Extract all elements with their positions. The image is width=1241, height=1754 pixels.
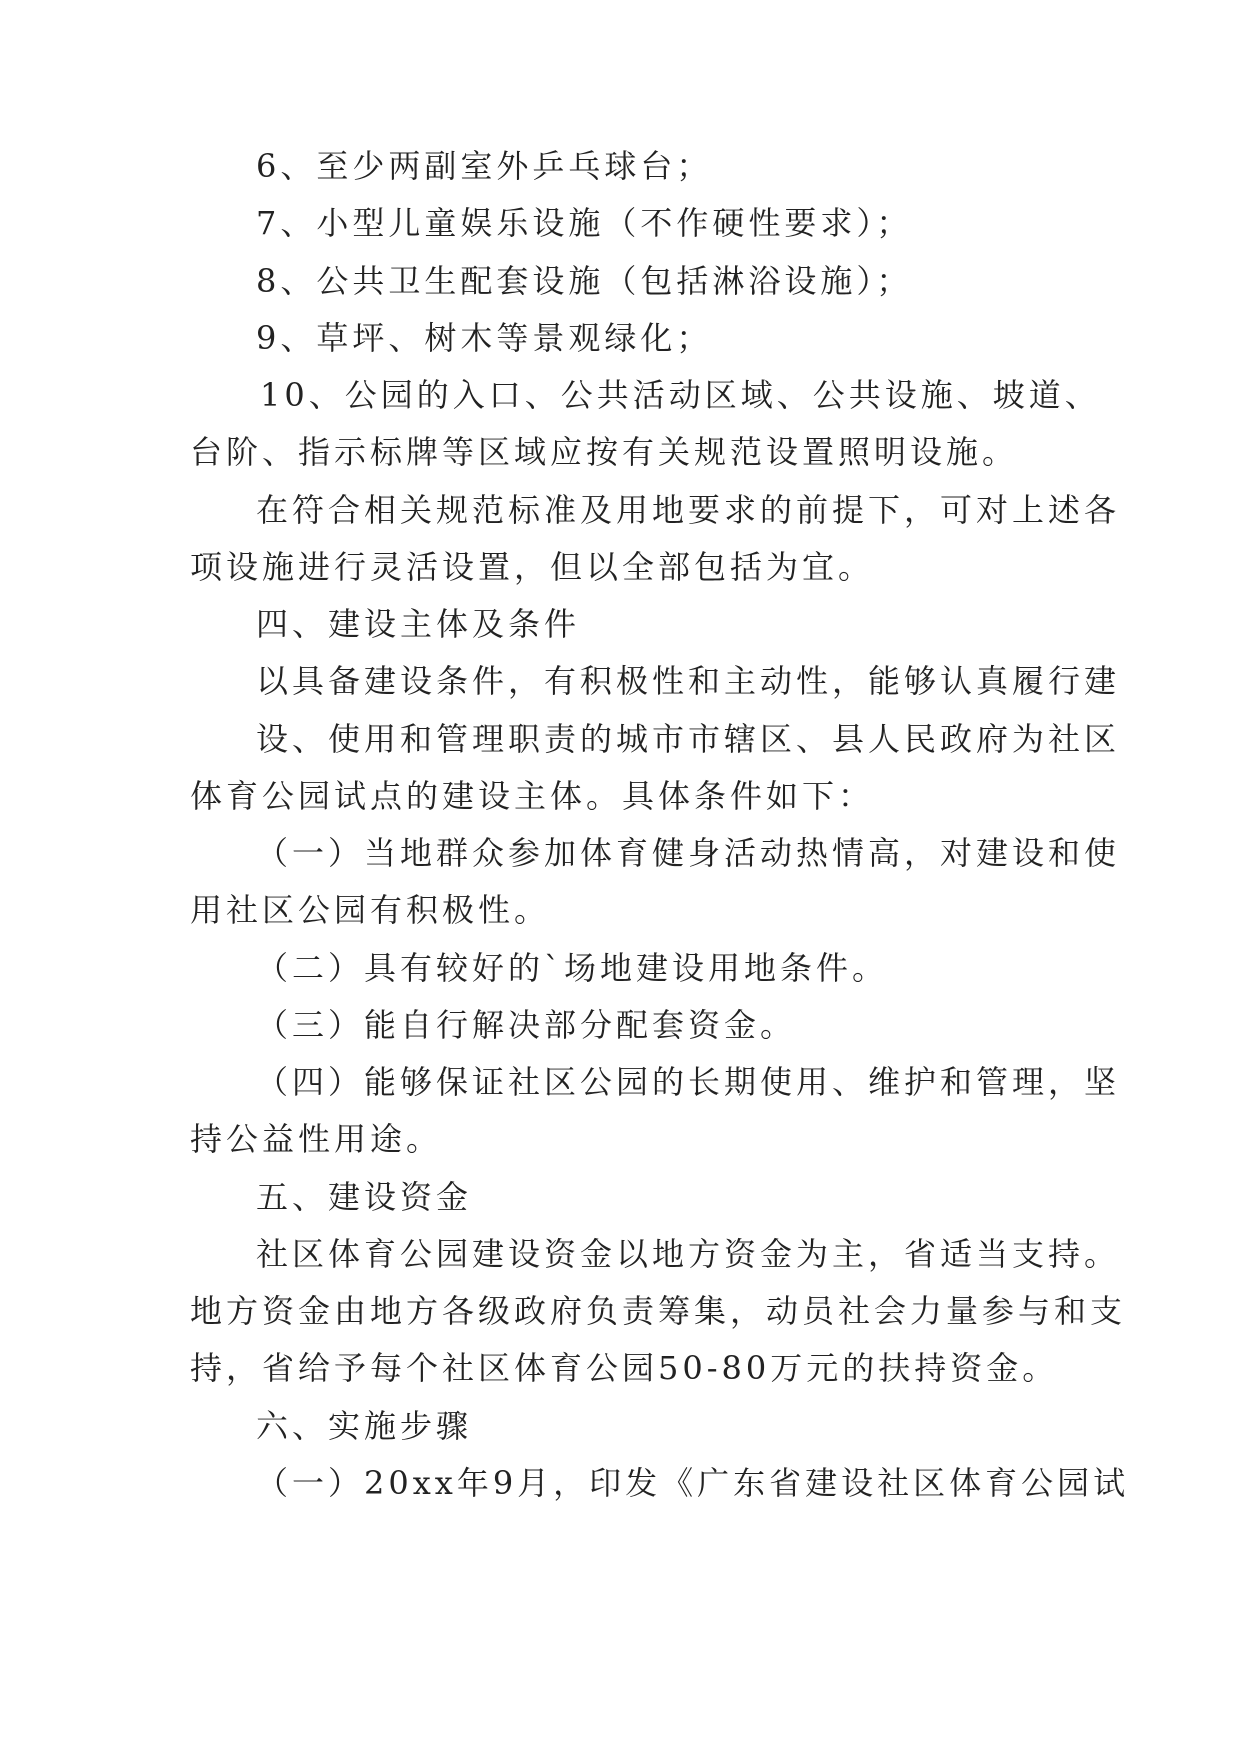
step-1-line-1: （一）20xx年9月，印发《广东省建设社区体育公园试: [256, 1464, 1130, 1502]
condition-2: （二）具有较好的`场地建设用地条件。: [256, 949, 889, 987]
section-heading-6: 六、实施步骤: [256, 1407, 473, 1445]
list-item-8: 8、公共卫生配套设施（包括淋浴设施）；: [256, 262, 913, 300]
list-item-6: 6、至少两副室外乒乓球台；: [256, 147, 713, 185]
list-item-9: 9、草坪、树木等景观绿化；: [256, 319, 713, 357]
section-heading-4: 四、建设主体及条件: [256, 605, 581, 643]
condition-1-line-2: 用社区公园有积极性。: [190, 891, 551, 929]
condition-1-line-1: （一）当地群众参加体育健身活动热情高，对建设和使: [256, 834, 1121, 872]
paragraph-subject-line-3: 体育公园试点的建设主体。具体条件如下：: [190, 777, 875, 815]
condition-4-line-1: （四）能够保证社区公园的长期使用、维护和管理，坚: [256, 1063, 1121, 1101]
section-heading-5: 五、建设资金: [256, 1178, 473, 1216]
condition-3: （三）能自行解决部分配套资金。: [256, 1006, 797, 1044]
paragraph-funding-line-3: 持，省给予每个社区体育公园50-80万元的扶持资金。: [190, 1349, 1059, 1387]
list-item-10-line-2: 台阶、指示标牌等区域应按有关规范设置照明设施。: [190, 433, 1019, 471]
paragraph-funding-line-2: 地方资金由地方各级政府负责筹集，动员社会力量参与和支: [190, 1292, 1127, 1330]
paragraph-subject-line-2: 设、使用和管理职责的城市市辖区、县人民政府为社区: [256, 720, 1121, 758]
paragraph-funding-line-1: 社区体育公园建设资金以地方资金为主，省适当支持。: [256, 1235, 1121, 1273]
condition-4-line-2: 持公益性用途。: [190, 1120, 443, 1158]
paragraph-flexible-line-2: 项设施进行灵活设置，但以全部包括为宜。: [190, 548, 875, 586]
list-item-7: 7、小型儿童娱乐设施（不作硬性要求）；: [256, 204, 913, 242]
list-item-10-line-1: 10、公园的入口、公共活动区域、公共设施、坡道、: [260, 376, 1101, 414]
paragraph-subject-line-1: 以具备建设条件，有积极性和主动性，能够认真履行建: [256, 662, 1121, 700]
paragraph-flexible-line-1: 在符合相关规范标准及用地要求的前提下，可对上述各: [256, 491, 1121, 529]
